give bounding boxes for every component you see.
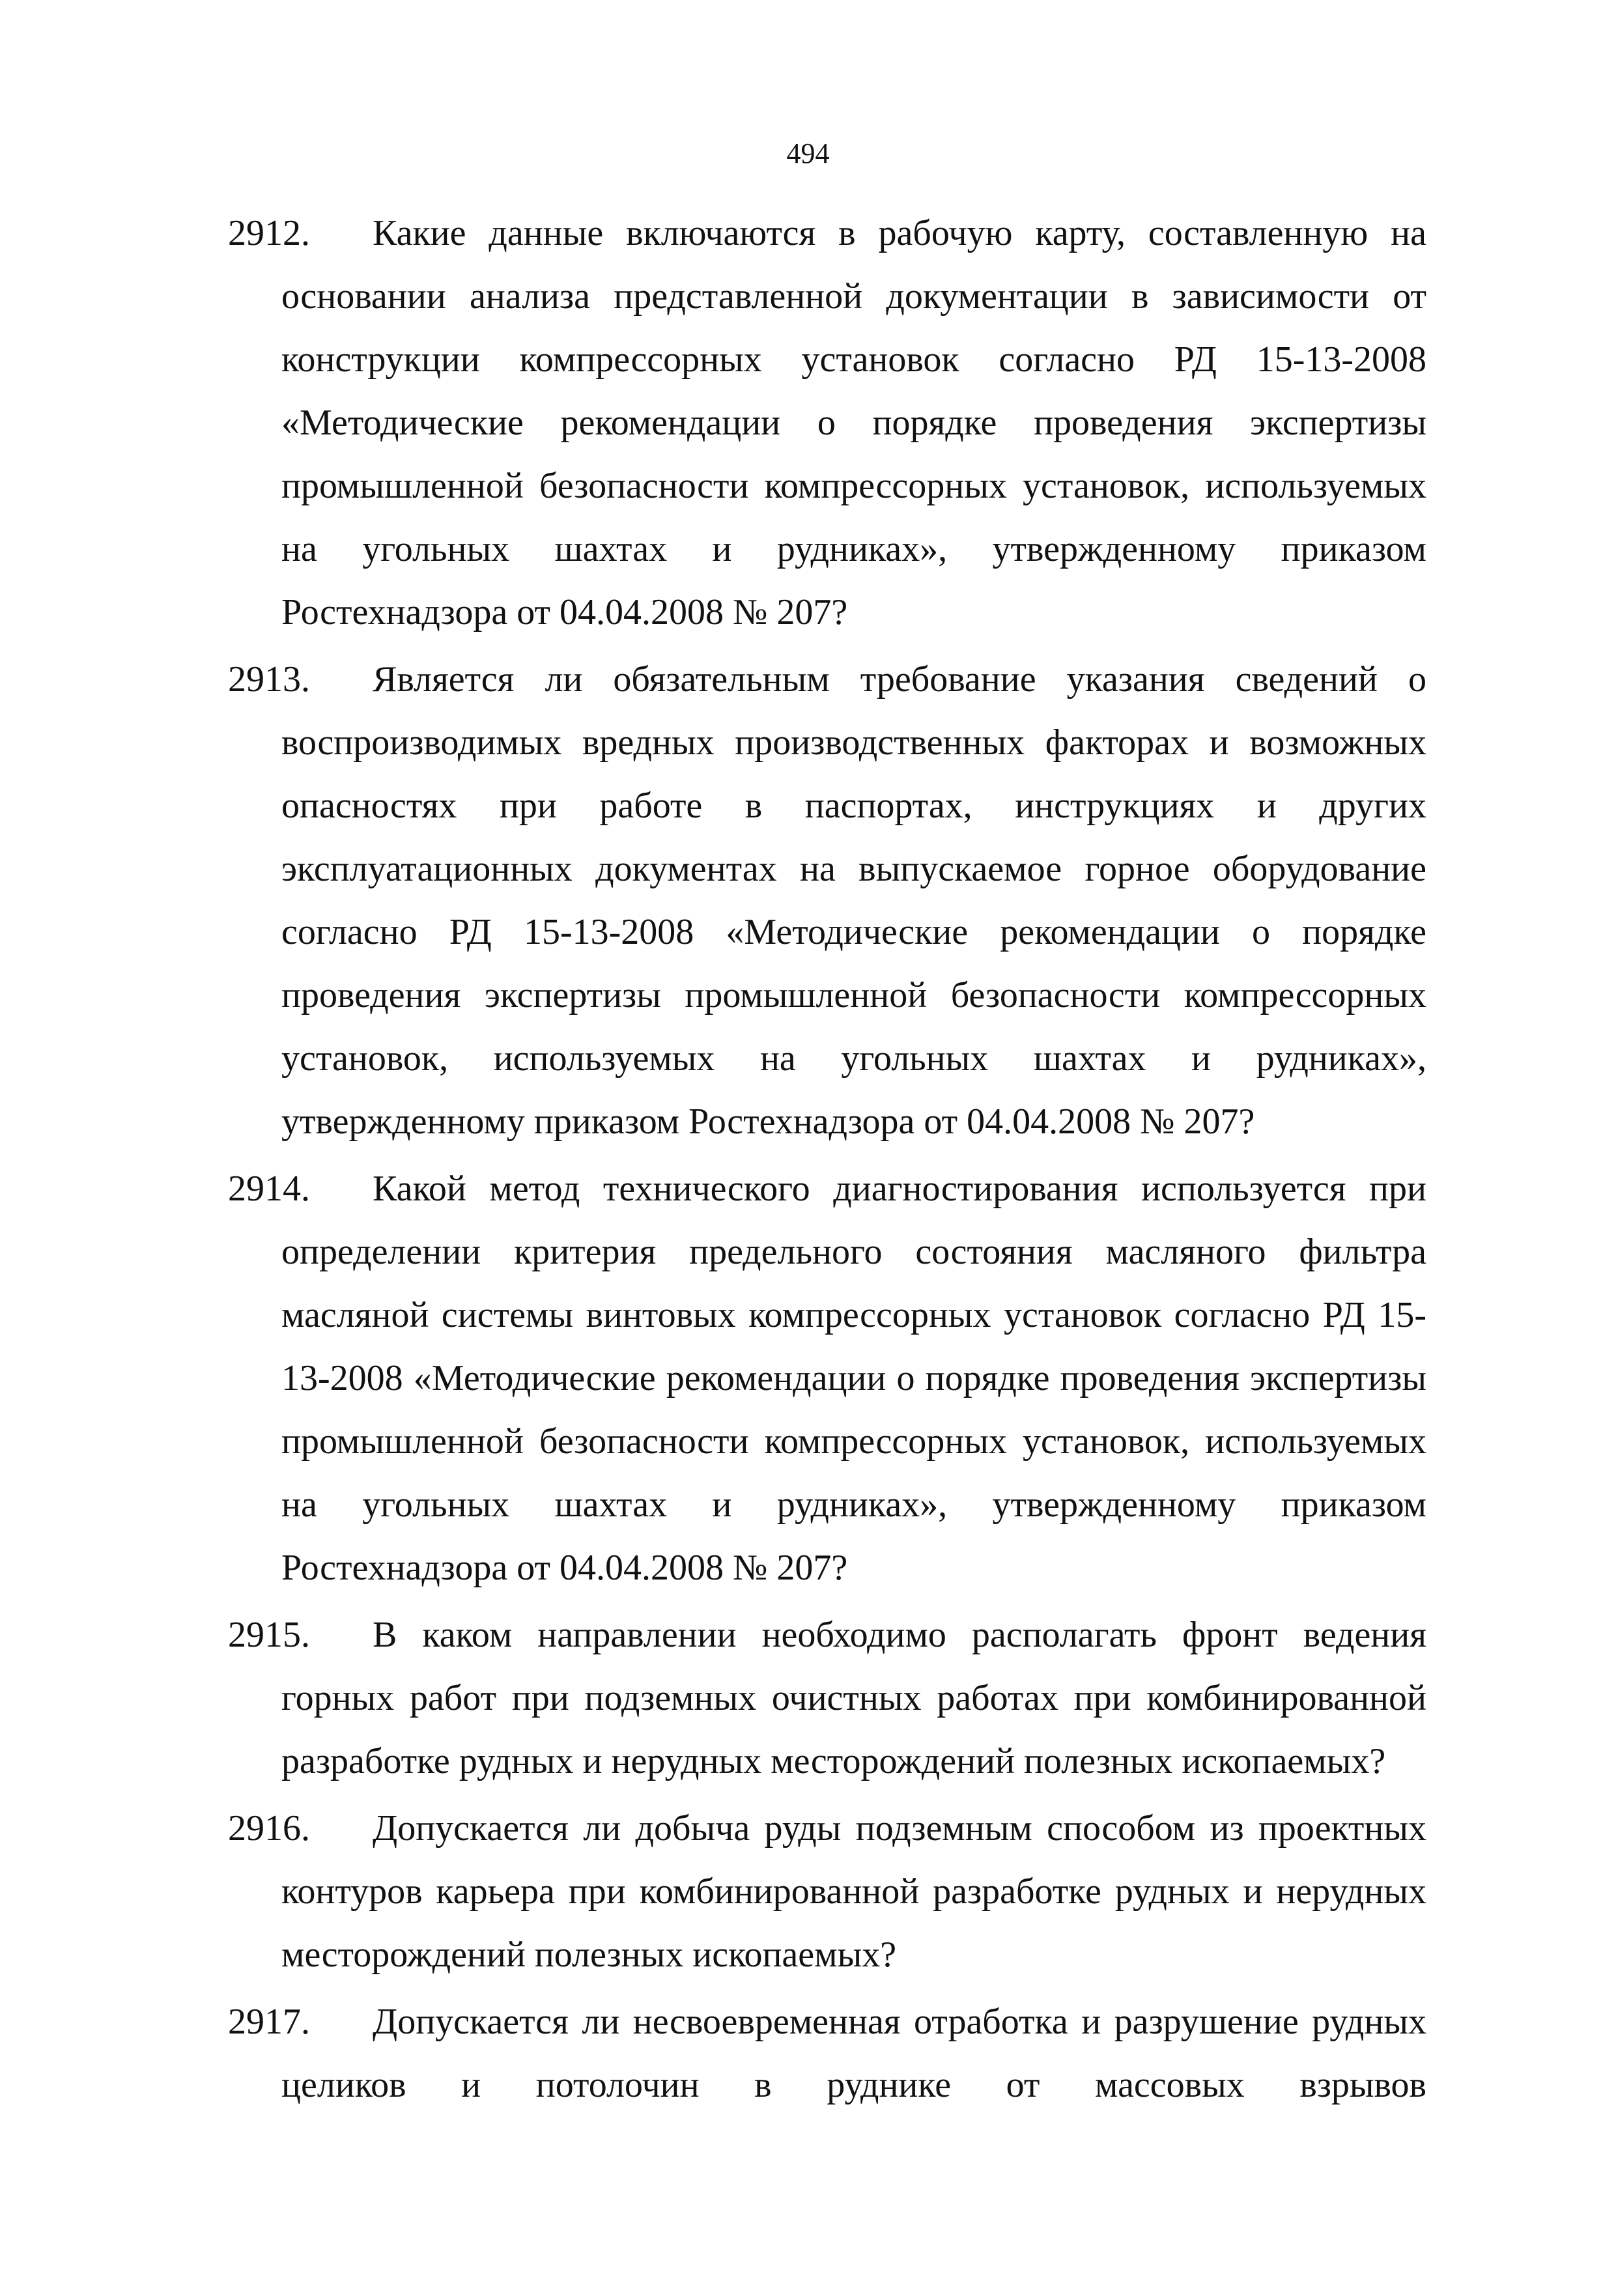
question-number: 2912. bbox=[228, 213, 310, 253]
question-text: Является ли обязательным требование указания сведений о воспроизводимых вредных производственных факторах и возможных опасностях при работе в паспортах, инструкциях и других эксплуатационных документах на выпускаемое горное оборудование согласно РД 15-13-2008 «Методические рекомендации о порядке проведения экспертизы промышленной безопасности компрессорных установок, используемых на угольных шахтах и рудниках», утвержденному приказом Ростехнадзора от 04.04.2008 № 207? bbox=[281, 659, 1426, 1142]
question-item bbox=[228, 648, 1426, 1154]
question-text: Допускается ли несвоевременная отработка и разрушение рудных целиков и потолочин в руднике от массовых взрывов bbox=[281, 2002, 1426, 2105]
question-item bbox=[228, 1797, 1426, 1987]
question-item bbox=[228, 202, 1426, 644]
question-number: 2913. bbox=[228, 659, 310, 700]
question-item bbox=[228, 1157, 1426, 1600]
question-item bbox=[228, 1991, 1426, 2117]
question-number: 2914. bbox=[228, 1169, 310, 1209]
question-number: 2915. bbox=[228, 1615, 310, 1655]
page-number: 494 bbox=[786, 137, 830, 169]
question-list bbox=[228, 202, 1426, 2121]
question-item bbox=[228, 1604, 1426, 1793]
question-number: 2916. bbox=[228, 1808, 310, 1849]
question-text: Какие данные включаются в рабочую карту, составленную на основании анализа представленной документации в зависимости от конструкции компрессорных установок согласно РД 15-13-2008 «Методические рекомендации о порядке проведения экспертизы промышленной безопасности компрессорных установок, используемых на угольных шахтах и рудниках», утвержденному приказом Ростехнадзора от 04.04.2008 № 207? bbox=[281, 213, 1426, 632]
question-text: Допускается ли добыча руды подземным способом из проектных контуров карьера при комбинированной разработке рудных и нерудных месторождений полезных ископаемых? bbox=[281, 1808, 1426, 1975]
question-text: В каком направлении необходимо располагать фронт ведения горных работ при подземных очистных работах при комбинированной разработке рудных и нерудных месторождений полезных ископаемых? bbox=[281, 1615, 1426, 1781]
question-number: 2917. bbox=[228, 2002, 310, 2042]
question-text: Какой метод технического диагностирования используется при определении критерия предельного состояния масляного фильтра масляной системы винтовых компрессорных установок согласно РД 15-13-2008 «Методические рекомендации о порядке проведения экспертизы промышленной безопасности компрессорных установок, используемых на угольных шахтах и рудниках», утвержденному приказом Ростехнадзора от 04.04.2008 № 207? bbox=[281, 1169, 1426, 1588]
